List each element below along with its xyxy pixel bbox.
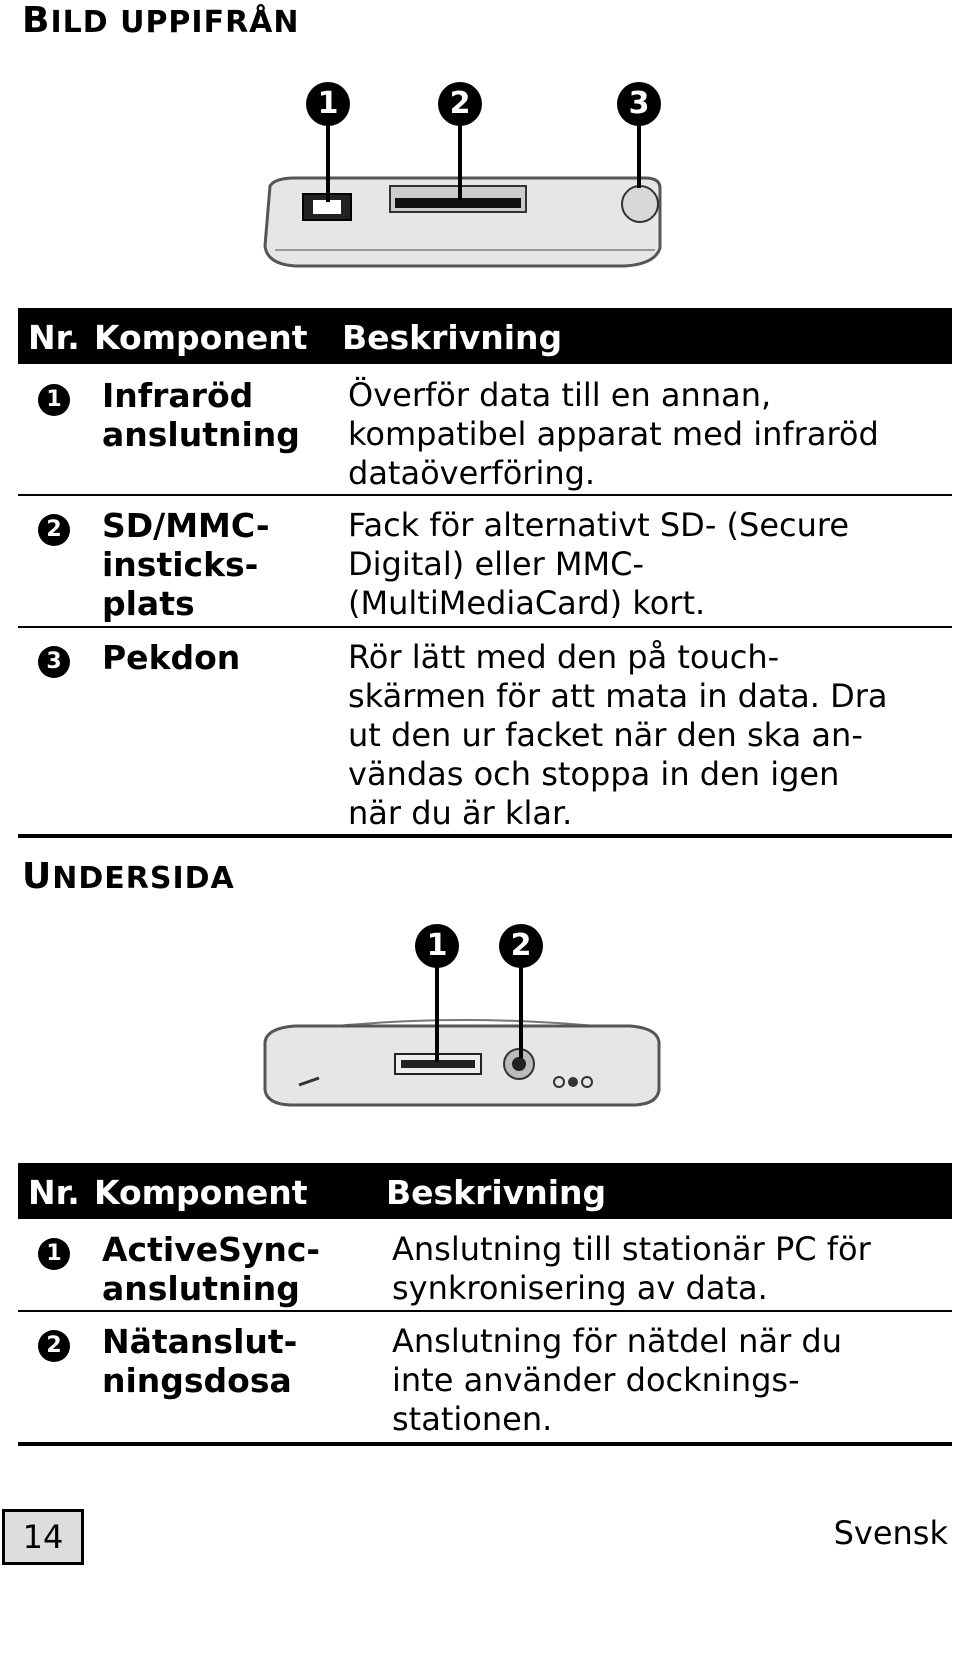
component-description: Överför data till en annan, kompatibel apparat med infraröd dataöverföring. [348, 376, 879, 492]
heading-rest: NDERSIDA [52, 861, 235, 896]
page-number: 14 [2, 1509, 84, 1565]
callout-line [458, 124, 462, 200]
component-description: Anslutning till stationär PC för synkronisering av data. [392, 1230, 871, 1307]
row-divider [18, 626, 952, 628]
row-divider [18, 494, 952, 496]
table-bottom-rule [18, 834, 952, 838]
section-heading-bottom [22, 856, 235, 897]
header-nr: Nr. [28, 1173, 80, 1212]
footer-language: Svensk [833, 1514, 948, 1552]
callout-line [519, 966, 523, 1058]
header-komponent: Komponent [94, 318, 308, 357]
component-description: Fack för alternativt SD- (Secure Digital) eller MMC- (MultiMediaCard) kort. [348, 506, 850, 622]
header-komponent: Komponent [94, 1173, 308, 1212]
row-number-badge: 1 [38, 1238, 70, 1270]
component-description: Anslutning för nätdel när du inte använder docknings- stationen. [392, 1322, 842, 1438]
component-name: ActiveSync- anslutning [102, 1230, 321, 1308]
table-header-top [18, 308, 952, 364]
table-bottom-rule [18, 1442, 952, 1446]
component-name: Infraröd anslutning [102, 376, 300, 454]
component-name: Nätanslut- ningsdosa [102, 1322, 298, 1400]
callout-line [637, 124, 641, 188]
row-number-badge: 3 [38, 646, 70, 678]
heading-rest: ILD UPPIFRÅN [50, 5, 300, 40]
callout-3-top: 3 [617, 82, 661, 126]
component-name: SD/MMC- insticks- plats [102, 506, 270, 623]
table-header-bottom [18, 1163, 952, 1219]
device-bottom-view-illustration [255, 1010, 675, 1120]
header-beskrivning: Beskrivning [386, 1173, 607, 1212]
section-heading-top [22, 0, 300, 41]
header-beskrivning: Beskrivning [342, 318, 563, 357]
heading-initial: B [22, 0, 51, 41]
component-name: Pekdon [102, 638, 241, 677]
row-number-badge: 2 [38, 514, 70, 546]
row-number-badge: 2 [38, 1330, 70, 1362]
callout-1-bottom: 1 [415, 924, 459, 968]
heading-initial: U [22, 856, 53, 897]
callout-line [435, 966, 439, 1062]
callout-2-top: 2 [438, 82, 482, 126]
row-number-badge: 1 [38, 384, 70, 416]
row-divider [18, 1310, 952, 1312]
callout-line [326, 124, 330, 202]
device-bottom-view-figure [255, 1010, 675, 1120]
component-description: Rör lätt med den på touch- skärmen för att mata in data. Dra ut den ur facket när den ska an- vändas och stoppa in den igen när du är klar. [348, 638, 888, 832]
callout-1-top: 1 [306, 82, 350, 126]
header-nr: Nr. [28, 318, 80, 357]
callout-2-bottom: 2 [499, 924, 543, 968]
